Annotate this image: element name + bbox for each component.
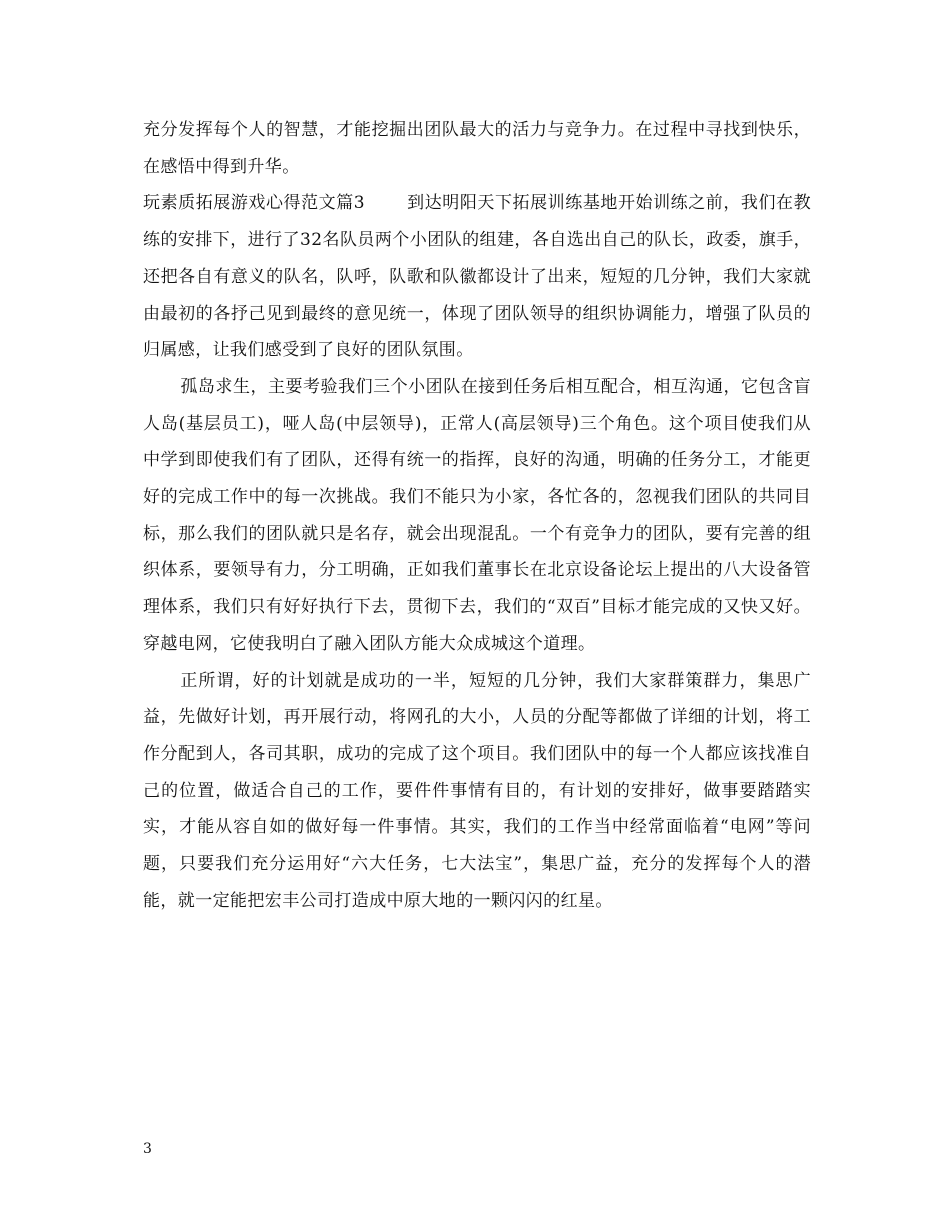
paragraph-plan: 正所谓，好的计划就是成功的一半，短短的几分钟，我们大家群策群力，集思广益，先做好计划，再开展行动，将网孔的大小，人员的分配等都做了详细的计划，将工作分配到人，各司其职，成功的完成了这个项目。我们团队中的每一个人都应该找准自己的位置，做适合自己的工作，要件件事情有目的，有计划的安排好，做事要踏踏实实，才能从容自如的做好每一件事情。其实，我们的工作当中经常面临着“电网”等问题，只要我们充分运用好“六大任务，七大法宝”，集思广益，充分的发挥每个人的潜能，就一定能把宏丰公司打造成中原大地的一颗闪闪的红星。 xyxy=(143,670,811,911)
paragraph-island: 孤岛求生，主要考验我们三个小团队在接到任务后相互配合，相互沟通，它包含盲人岛(基层员工)，哑人岛(中层领导)，正常人(高层领导)三个角色。这个项目使我们从中学到即使我们有了团队，还得有统一的指挥，良好的沟通，明确的任务分工，才能更好的完成工作中的每一次挑战。我们不能只为小家，各忙各的，忽视我们团队的共同目标，那么我们的团队就只是名存，就会出现混乱。一个有竞争力的团队，要有完善的组织体系，要领导有力，分工明确，正如我们董事长在北京设备论坛上提出的八大设备管理体系，我们只有好好执行下去，贯彻下去，我们的“双百”目标才能完成的又快又好。 穿越电网，它使我明白了融入团队方能大众成城这个道理。 xyxy=(143,376,811,654)
section-body: 到达明阳天下拓展训练基地开始训练之前，我们在教练的安排下，进行了32名队员两个小团队的组建，各自选出自己的队长，政委，旗手，还把各自有意义的队名，队呼，队歌和队徽都设计了出来，短短的几分钟，我们大家就由最初的各抒己见到最终的意见统一，体现了团队领导的组织协调能力，增强了队员的归属感，让我们感受到了良好的团队氛围。 xyxy=(143,193,811,361)
section-heading: 玩素质拓展游戏心得范文篇3 xyxy=(143,193,365,214)
paragraph-intro: 充分发挥每个人的智慧，才能挖掘出团队最大的活力与竞争力。在过程中寻找到快乐，在感悟中得到升华。 xyxy=(143,120,811,177)
document-body xyxy=(143,112,811,919)
page-number: 3 xyxy=(143,1141,152,1157)
section-paragraph xyxy=(143,185,811,369)
